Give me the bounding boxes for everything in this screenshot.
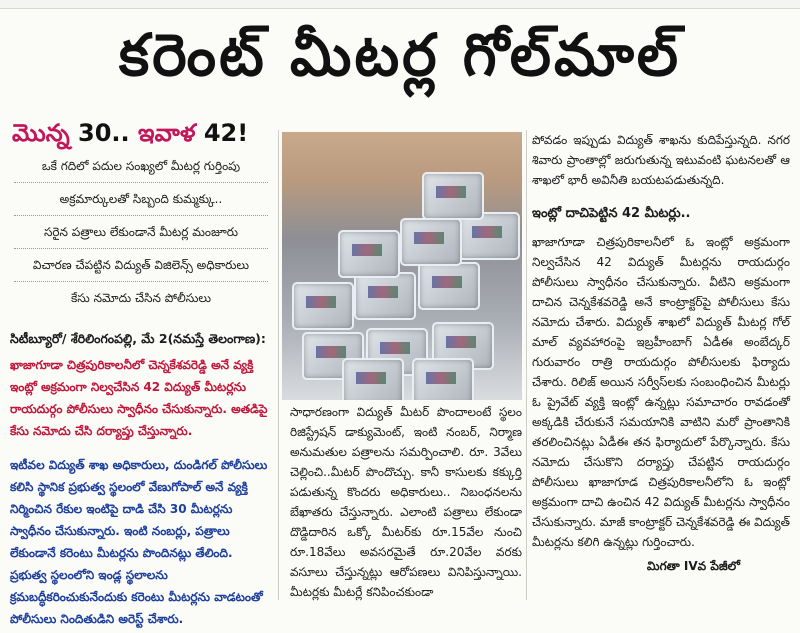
right-paragraph: ఖాజాగూడా చిత్రపురికాలనీలో ఓ ఇంట్లో అక్రమంగా నిల్వచేసిన 42 విద్యుత్‌ మీటర్లను రాయదుర్గం పోలీసులు స్వాధీనం చేసుకున్నారు. వీటిని అక్రమంగా దాచిన చెన్నకేశవరెడ్డి అనే కాంట్రాక్టర్‌పై పోలీసులు కేసు నమోదు చేశారు. విద్యుత్‌ శాఖలో విద్యుత్‌ మీటర్ల గోల్‌ మాల్‌ వ్యవహారంపై ఇబ్రహీంబాగ్‌ ఏడీఈ అంబేద్కర్‌ గురువారం రాత్రి రాయదుర్గం పోలీసులకు ఫిర్యాదు చేశారు. రిలిజ్‌ అయిన సర్వీస్‌లకు సంబంధించిన మీటర్లు ఓ ప్రైవేట్‌ వ్యక్తి ఇంట్లో ఉన్నట్లు సమాచారం రావడంతో అక్కడికి చేరుకునే సమయానికి వాటిని మరో ప్రాంతానికి తరలించినట్లు ఏడీఈ తన ఫిర్యాదులో పేర్కొన్నారు. కేసు నమోదు చేసుకొని దర్యాప్తు చేపట్టిన రాయదుర్గం పోలీసులు ఖాజాగూడ చిత్రపురికాలనీలోని ఓ ఇంట్లో అక్రమంగా దాచి ఉంచిన 42 విద్యుత్‌ మీటర్లను స్వాధీనం చేసుకున్నారు. మాజీ కాంట్రాక్టర్‌ చెన్నకేశవరెడ్డి ఈ విద్యుత్‌ మీటర్లను కలిగి ఉన్నట్లు గుర్తించారు. bbox=[532, 235, 790, 549]
headline: కరెంట్ మీటర్ల గోల్‌మాల్ bbox=[118, 20, 682, 89]
deck-line: ఒకే గదిలో పదుల సంఖ్యలో మీటర్ల గుర్తింపు bbox=[14, 154, 268, 183]
column-divider bbox=[278, 130, 279, 600]
meter-box bbox=[338, 230, 400, 278]
meter-box bbox=[418, 262, 480, 310]
meter-box bbox=[292, 282, 354, 330]
subheadline bbox=[12, 119, 272, 147]
dateline: సిటీబ్యూరో/ శేరిలింగంపల్లి, మే 2(నమస్తే తెలంగాణ): bbox=[10, 331, 266, 346]
sub-prefix: మొన్న bbox=[12, 119, 70, 147]
deck-line: విచారణ చేపట్టిన విద్యుత్‌ విజిలెన్స్‌ అధికారులు bbox=[14, 253, 268, 282]
right-column bbox=[532, 130, 790, 576]
sub-number-1: 30.. bbox=[78, 119, 130, 147]
meter-box bbox=[400, 218, 462, 266]
sub-number-2: 42! bbox=[203, 119, 249, 147]
second-paragraph: ఇటీవల విద్యుత్‌ శాఖ అధికారులు, దుండిగల్‌ పోలీసులు కలిసి స్థానిక ప్రభుత్వ స్థలంలో వేణుగోపాల్‌ అనే వ్యక్తి నిర్మించిన రేకుల ఇంటిపై దాడి చేసి 30 మీటర్లను స్వాధీనం చేసుకున్నారు. ఇంటి నంబర్లు, పత్రాలు లేకుండానే కరెంటు మీటర్లను పొందినట్లు తేలింది. ప్రభుత్వ స్థలంలోని ఇండ్ల స్థలాలను క్రమబద్ధీకరించుకునేందుకు కరెంటు మీటర్లను వాడటంతో పోలీసులు నిందితుడిని అరెస్ట్‌ చేశారు. bbox=[10, 458, 268, 626]
sub-mid: ఇవాళ bbox=[138, 119, 196, 147]
meter-box bbox=[342, 358, 404, 400]
meter-box bbox=[354, 272, 416, 320]
meter-box bbox=[412, 358, 474, 400]
right-top-paragraph: పోవడం ఇప్పుడు విద్యుత్‌ శాఖను కుదిపేస్తున్నది. నగర శివారు ప్రాంతాల్లో జరుగుతున్న ఇటువంటి ఘటనలతో ఆ శాఖలో భారీ అవినీతి బయటపడుతున్నది. bbox=[532, 133, 790, 187]
deck-line: కేసు నమోదు చేసిన పోలీసులు bbox=[70, 291, 212, 305]
middle-column: సాధారణంగా విద్యుత్‌ మీటర్‌ పొందాలంటే స్థలం రిజిస్ట్రేషన్‌ డాక్యుమెంట్‌, ఇంటి నంబర్‌, నిర్మాణ అనుమతుల పత్రాలను సమర్పించాలి. రూ. 3వేలు చెల్లించి..మీటర్‌ పొందొచ్చు. కానీ కాసులకు కక్కుర్తి పడుతున్న కొందరు అధికారులు.. నిబంధనలను బేఖాతరు చేస్తున్నారు. ఎలాంటి పత్రాలు లేకుండా దొడ్డిదారిన ఒక్కో మీటర్‌కు రూ.15వేల నుంచి రూ.18వేలు అవసరమైతే రూ.20వేల వరకు వసూలు చేస్తున్నట్లు ఆరోపణలు వినిపిస్తున్నాయి. మీటర్లకు మీటర్లే కనిపించకుండా bbox=[290, 405, 522, 599]
column-divider bbox=[526, 130, 527, 600]
lead-paragraph: ఖాజాగూడా చిత్రపురికాలనీలో చెన్నకేశవరెడ్డి అనే వ్యక్తి ఇంట్లో అక్రమంగా నిల్వచేసిన 42 విద్యుత్‌ మీటర్లను రాయదుర్గం పోలీసులు స్వాధీనం చేసుకున్నారు. అతడిపై కేసు నమోదు చేసి దర్యాప్తు చేస్తున్నారు. bbox=[10, 358, 268, 438]
deck-line: సరైన పత్రాలు లేకుండానే మీటర్ల మంజూరు bbox=[14, 220, 268, 249]
continued-note: మిగతా IVవ పేజీలో bbox=[646, 559, 740, 573]
meter-box bbox=[422, 172, 484, 220]
right-subheading: ఇంట్లో దాచిపెట్టిన 42 మీటర్లు.. bbox=[532, 206, 691, 221]
left-column bbox=[10, 118, 272, 630]
deck-line: అక్రమార్కులతో సిబ్బంది కుమ్మక్కు.. bbox=[14, 187, 268, 216]
top-strip bbox=[0, 0, 800, 9]
meters-photo bbox=[282, 132, 522, 400]
